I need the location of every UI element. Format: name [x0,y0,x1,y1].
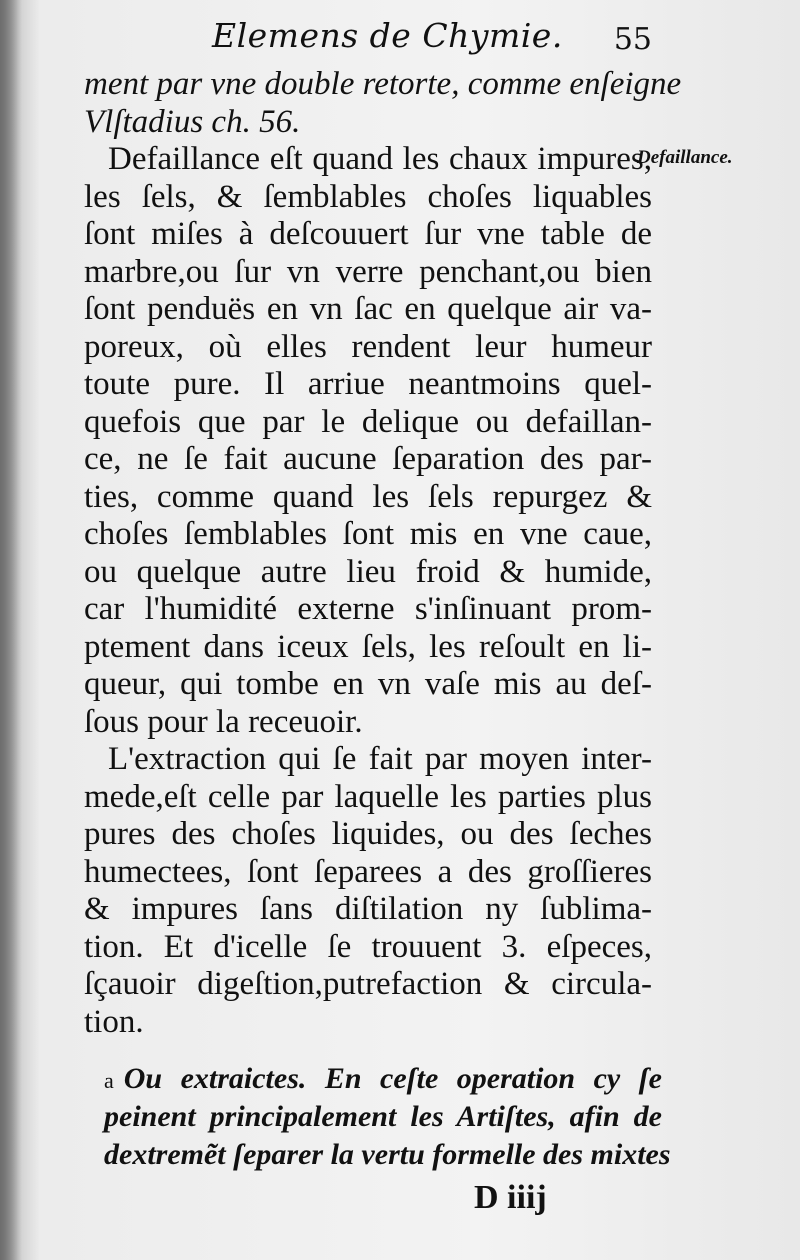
signature-mark: D iiij [474,1179,547,1216]
gutter-shadow [0,0,22,1260]
text-line: ties, comme quand les ſels repurgez & [84,478,652,515]
footnote-text: Ou extraictes. En ceſte operation cy ſe [123,1062,662,1095]
text-line: ſous pour la receuoir. [84,703,363,740]
footnote-marker: a [104,1068,114,1093]
margin-note: Defaillance. [637,147,733,168]
footnote-line: peinent principalement les Artiſtes, afin de [104,1100,662,1133]
text-line: toute pure. Il arriue neantmoins quel- [84,366,652,402]
text-line: quefois que par le delique ou defaillan- [84,403,652,440]
text-line: ſçauoir digeſtion,putrefaction & circula- [84,966,652,1002]
text-line: Vlſtadius ch. 56. [84,103,301,140]
page-header [212,14,652,58]
text-line: tion. Et d'icelle ſe trouuent 3. eſpeces, [84,928,652,965]
text-line: queur, qui tombe en vn vaſe mis au deſ- [84,666,652,702]
text-line: car l'humidité externe s'inſinuant prom- [84,591,652,627]
text-line: pures des choſes liquides, ou des ſeches [84,816,652,852]
text-line: choſes ſemblables ſont mis en vne caue, [84,516,652,552]
text-line: ſont penduës en vn ſac en quelque air va- [84,291,652,327]
text-line: & impures ſans diſtilation ny ſublima- [84,891,652,927]
text-line: ptement dans iceux ſels, les reſoult en li- [84,628,652,665]
text-line: ſont miſes à deſcouuert ſur vne table de [84,216,652,252]
text-line: tion. [84,1003,144,1040]
text-line: les ſels, & ſemblables choſes liquables [84,178,652,215]
footnote-line [104,1060,662,1098]
text-line: ce, ne ſe fait aucune ſeparation des par- [84,441,652,477]
text-line: ment par vne double retorte, comme enſeigne [84,66,682,102]
footnote-line: dextremẽt ſeparer la vertu formelle des mixtes [104,1138,671,1171]
text-line: mede,eſt celle par laquelle les parties plus [84,778,652,815]
text-line: poreux, où elles rendent leur humeur [84,328,652,365]
text-line: Defaillance eſt quand les chaux impures, [108,141,652,177]
footnote [104,1060,671,1174]
text-line: marbre,ou ſur vn verre penchant,ou bien [84,253,652,290]
text-line: L'extraction qui ſe fait par moyen inter- [108,741,652,777]
text-line: humectees, ſont ſeparees a des groſſieres [84,853,652,890]
running-title: Elemens de Chymie. [212,16,563,55]
page-number: 55 [613,22,652,57]
body-text [84,66,682,1041]
text-line: ou quelque autre lieu froid & humide, [84,553,652,590]
